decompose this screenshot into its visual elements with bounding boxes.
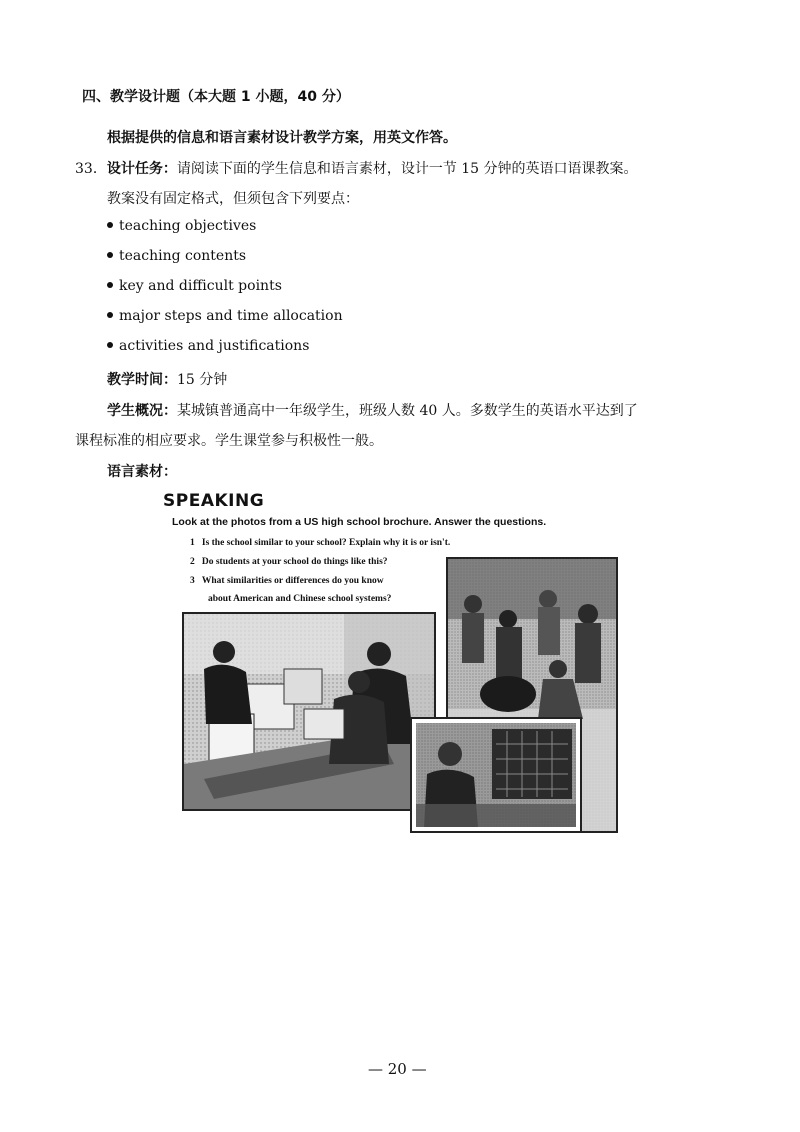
list-item: major steps and time allocation <box>107 308 343 324</box>
students-line2: 课程标准的相应要求。学生课堂参与积极性一般。 <box>75 433 383 449</box>
students-label: 学生概况： <box>107 403 177 419</box>
speaking-title: SPEAKING <box>163 491 265 511</box>
bullet-icon <box>107 342 113 348</box>
list-item: teaching objectives <box>107 218 256 234</box>
speaking-question-cont: about American and Chinese school systems? <box>208 594 392 604</box>
format-note: 教案没有固定格式，但须包含下列要点： <box>107 191 359 207</box>
bullet-icon <box>107 312 113 318</box>
material-label: 语言素材： <box>107 464 177 480</box>
page-number: — 20 — <box>368 1060 427 1078</box>
teaching-time <box>107 369 227 389</box>
question-number: 33． <box>75 161 107 177</box>
speaking-question: 2 Do students at your school do things like this? <box>190 557 388 567</box>
section-instruction: 根据提供的信息和语言素材设计教学方案，用英文作答。 <box>107 130 457 146</box>
photo-library <box>410 717 582 833</box>
photo-computer-lab <box>182 612 436 811</box>
student-profile <box>107 400 638 420</box>
speaking-instruction: Look at the photos from a US high school brochure. Answer the questions. <box>172 516 547 528</box>
speaking-question: 3 What similarities or differences do you know <box>190 576 384 586</box>
question-33 <box>75 158 638 178</box>
bullet-icon <box>107 282 113 288</box>
list-item: activities and justifications <box>107 338 309 354</box>
students-line1: 某城镇普通高中一年级学生，班级人数 40 人。多数学生的英语水平达到了 <box>177 403 638 419</box>
task-text: 请阅读下面的学生信息和语言素材，设计一节 15 分钟的英语口语课教案。 <box>176 161 638 177</box>
list-item: teaching contents <box>107 248 246 264</box>
time-label: 教学时间： <box>107 372 177 388</box>
bullet-icon <box>107 222 113 228</box>
time-value: 15 分钟 <box>177 372 228 388</box>
section-heading: 四、教学设计题（本大题 1 小题，40 分） <box>82 89 350 105</box>
list-item: key and difficult points <box>107 278 282 294</box>
bullet-icon <box>107 252 113 258</box>
speaking-question: 1 Is the school similar to your school? Explain why it is or isn't. <box>190 538 451 548</box>
task-label: 设计任务： <box>106 161 177 177</box>
